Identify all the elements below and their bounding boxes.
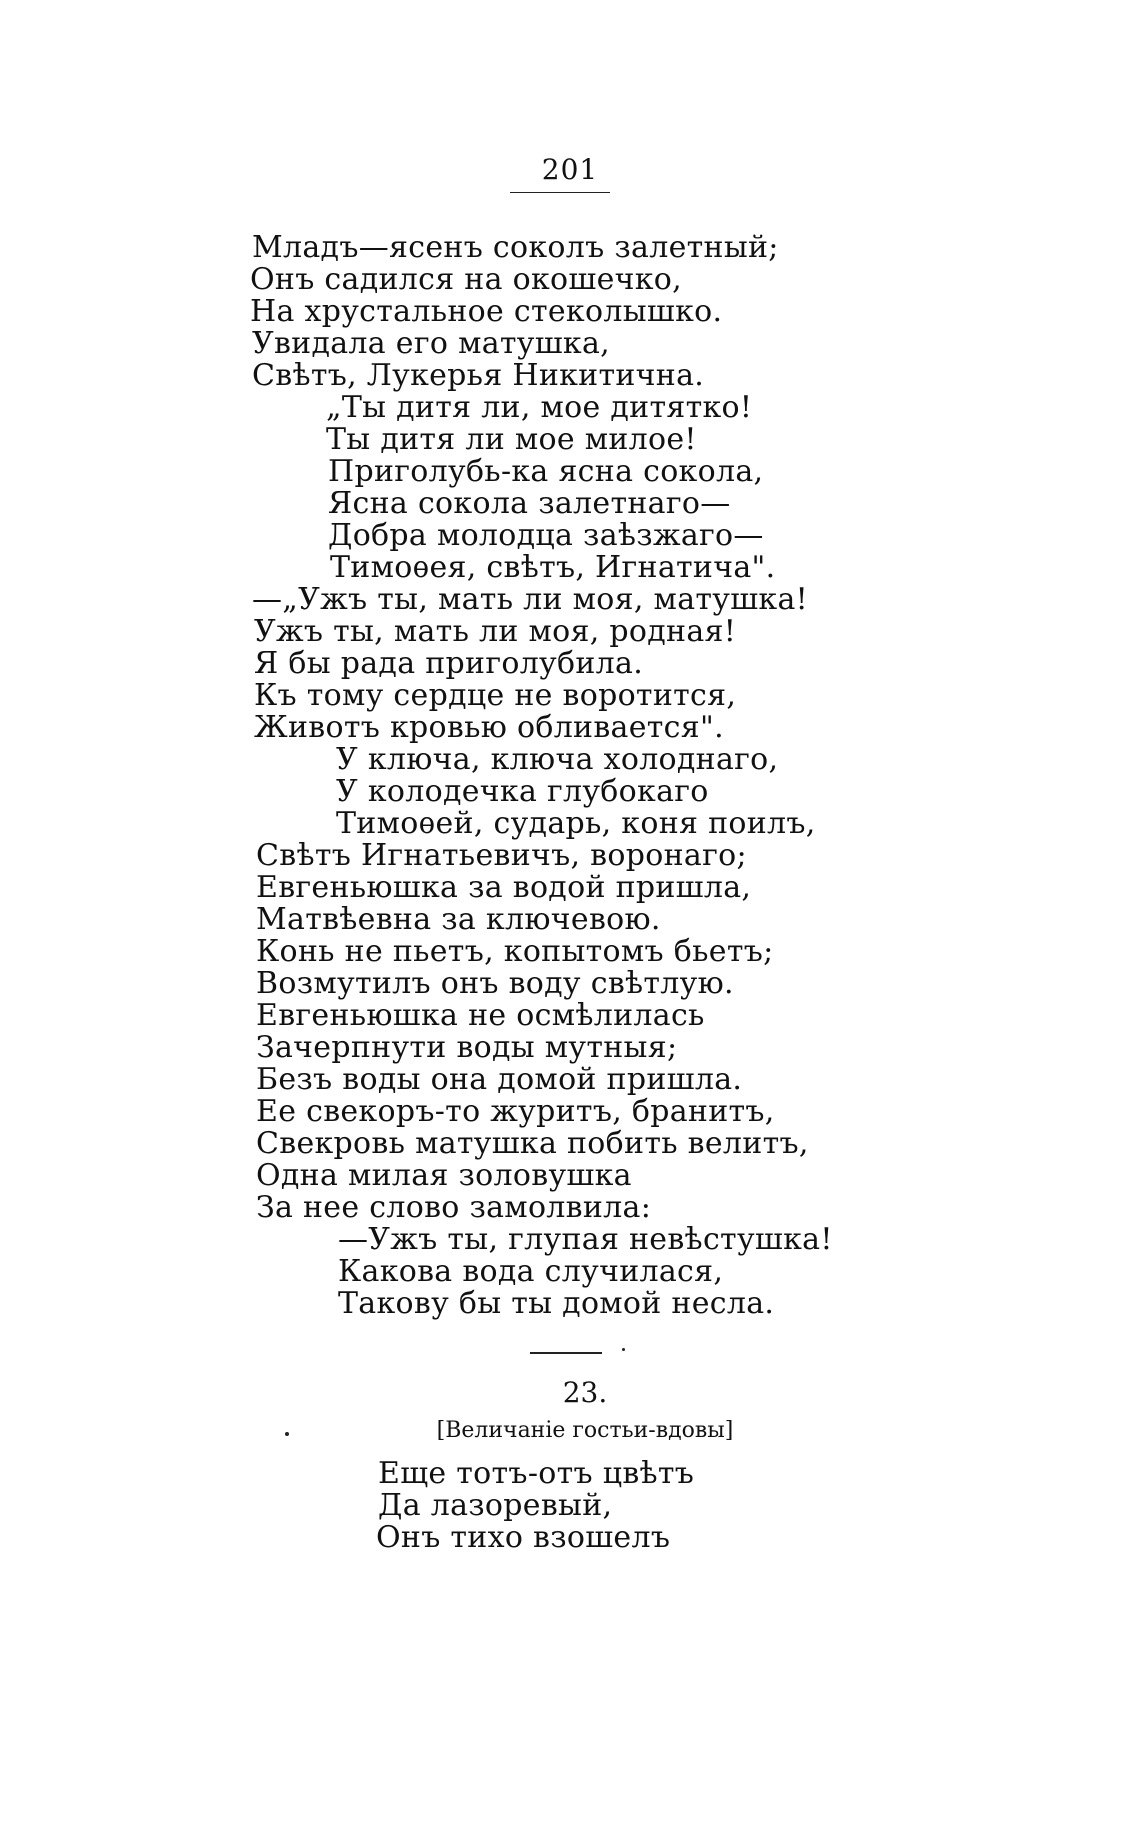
poem-line: У колодечка глубокаго — [336, 774, 709, 809]
poem-line: Возмутилъ онъ воду свѣтлую. — [256, 966, 734, 1001]
poem-line: Евгеньюшка за водой пришла, — [256, 870, 752, 905]
section-line: Да лазоревый, — [378, 1488, 613, 1523]
poem-line: Такову бы ты домой несла. — [338, 1286, 775, 1321]
poem-line: Ты дитя ли мое милое! — [326, 422, 697, 457]
poem-line: Свѣтъ Игнатьевичъ, воронаго; — [256, 838, 747, 873]
poem-line: Свѣтъ, Лукерья Никитична. — [252, 358, 705, 393]
page-number: 201 — [541, 153, 599, 186]
poem-line: Зачерпнути воды мутныя; — [256, 1030, 678, 1065]
page-number-rule — [510, 192, 610, 193]
poem-line: Ужъ ты, мать ли моя, родная! — [254, 614, 737, 649]
section-line: Онъ тихо взошелъ — [376, 1520, 671, 1555]
poem-line: За нее слово замолвила: — [256, 1190, 652, 1225]
section-subtitle: [Величанiе гостьи-вдовы] — [436, 1418, 734, 1443]
poem-line: Увидала его матушка, — [252, 326, 611, 361]
poem-line: Тимоѳея, свѣтъ, Игнатича". — [330, 550, 776, 585]
section-line: Еще тотъ-отъ цвѣтъ — [378, 1456, 695, 1491]
poem-line: У ключа, ключа холоднаго, — [336, 742, 779, 777]
poem-line: Ее свекоръ-то журитъ, бранитъ, — [256, 1094, 775, 1129]
poem-line: —„Ужъ ты, мать ли моя, матушка! — [252, 582, 809, 617]
poem-line: Добра молодца заѣзжаго— — [328, 518, 764, 553]
poem-line: Животъ кровью обливается". — [254, 710, 724, 745]
poem-line: Одна милая золовушка — [256, 1158, 632, 1193]
poem-line: Евгеньюшка не осмѣлилась — [256, 998, 705, 1033]
section-divider-dot — [622, 1348, 625, 1351]
poem-line: Конь не пьетъ, копытомъ бьетъ; — [256, 934, 774, 969]
poem-line: Къ тому сердце не воротится, — [254, 678, 737, 713]
poem-line: Ясна сокола залетнаго— — [328, 486, 731, 521]
poem-line: Приголубь-ка ясна сокола, — [328, 454, 764, 489]
section-number: 23. — [562, 1376, 608, 1409]
section-divider — [530, 1352, 602, 1354]
poem-line: Онъ садился на окошечко, — [250, 262, 683, 297]
poem-line: Безъ воды она домой пришла. — [256, 1062, 743, 1097]
poem-line: Тимоѳей, сударь, коня поилъ, — [336, 806, 816, 841]
poem-line: Младъ—ясенъ соколъ залетный; — [252, 230, 779, 265]
poem-line: Матвѣевна за ключевою. — [256, 902, 661, 937]
poem-line: Свекровь матушка побить велитъ, — [256, 1126, 809, 1161]
poem-line: —Ужъ ты, глупая невѣстушка! — [338, 1222, 833, 1257]
poem-line: На хрустальное стеколышко. — [250, 294, 723, 329]
print-speck — [285, 1432, 289, 1436]
poem-line: „Ты дитя ли, мое дитятко! — [326, 390, 753, 425]
poem-line: Я бы рада приголубила. — [254, 646, 644, 681]
poem-line: Какова вода случилася, — [338, 1254, 724, 1289]
